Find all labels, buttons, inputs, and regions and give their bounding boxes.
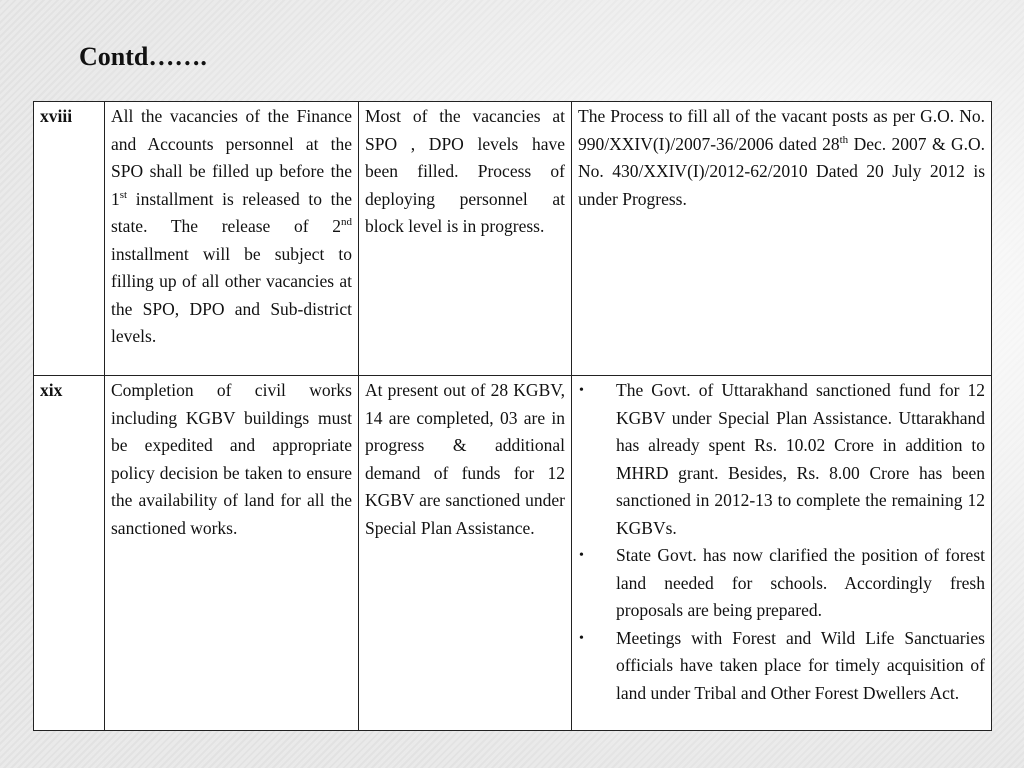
condition-cell: All the vacancies of the Finance and Accounts personnel at the SPO shall be filled up before the 1st installment is released to the state. The release of 2nd installment will be subject to filling up of all other vacancies at the SPO, DPO and Sub-district levels. [105, 102, 359, 376]
condition-cell: Completion of civil works including KGBV buildings must be expedited and appropriate policy decision be taken to ensure the availability of land for all the sanctioned works. [105, 376, 359, 731]
bullet-icon: • [579, 548, 584, 563]
status-cell: Most of the vacancies at SPO , DPO levels have been filled. Process of deploying personnel at block level is in progress. [359, 102, 572, 376]
list-item: • The Govt. of Uttarakhand sanctioned fund for 12 KGBV under Special Plan Assistance. Uttarakhand has already spent Rs. 10.02 Crore in addition to MHRD grant. Besides, Rs. 8.00 Crore has been sanctioned in 2012-13 to complete the remaining 12 KGBVs. [578, 377, 985, 542]
table-row [34, 102, 992, 376]
status-cell: At present out of 28 KGBV, 14 are completed, 03 are in progress & additional demand of funds for 12 KGBV are sanctioned under Special Plan Assistance. [359, 376, 572, 731]
table-row [34, 376, 992, 731]
row-number: xviii [34, 102, 105, 376]
slide-title: Contd……. [79, 42, 207, 71]
bullet-icon: • [579, 383, 584, 398]
action-cell: The Process to fill all of the vacant posts as per G.O. No. 990/XXIV(I)/2007-36/2006 dated 28th Dec. 2007 & G.O. No. 430/XXIV(I)/2012-62/2010 Dated 20 July 2012 is under Progress. [572, 102, 992, 376]
list-item: • State Govt. has now clarified the position of forest land needed for schools. Accordingly fresh proposals are being prepared. [578, 542, 985, 625]
row-number: xix [34, 376, 105, 731]
compliance-table [33, 101, 992, 731]
list-item: • Meetings with Forest and Wild Life Sanctuaries officials have taken place for timely acquisition of land under Tribal and Other Forest Dwellers Act. [578, 625, 985, 708]
action-cell [572, 376, 992, 731]
action-bullet-list [578, 377, 985, 707]
bullet-icon: • [579, 630, 584, 646]
